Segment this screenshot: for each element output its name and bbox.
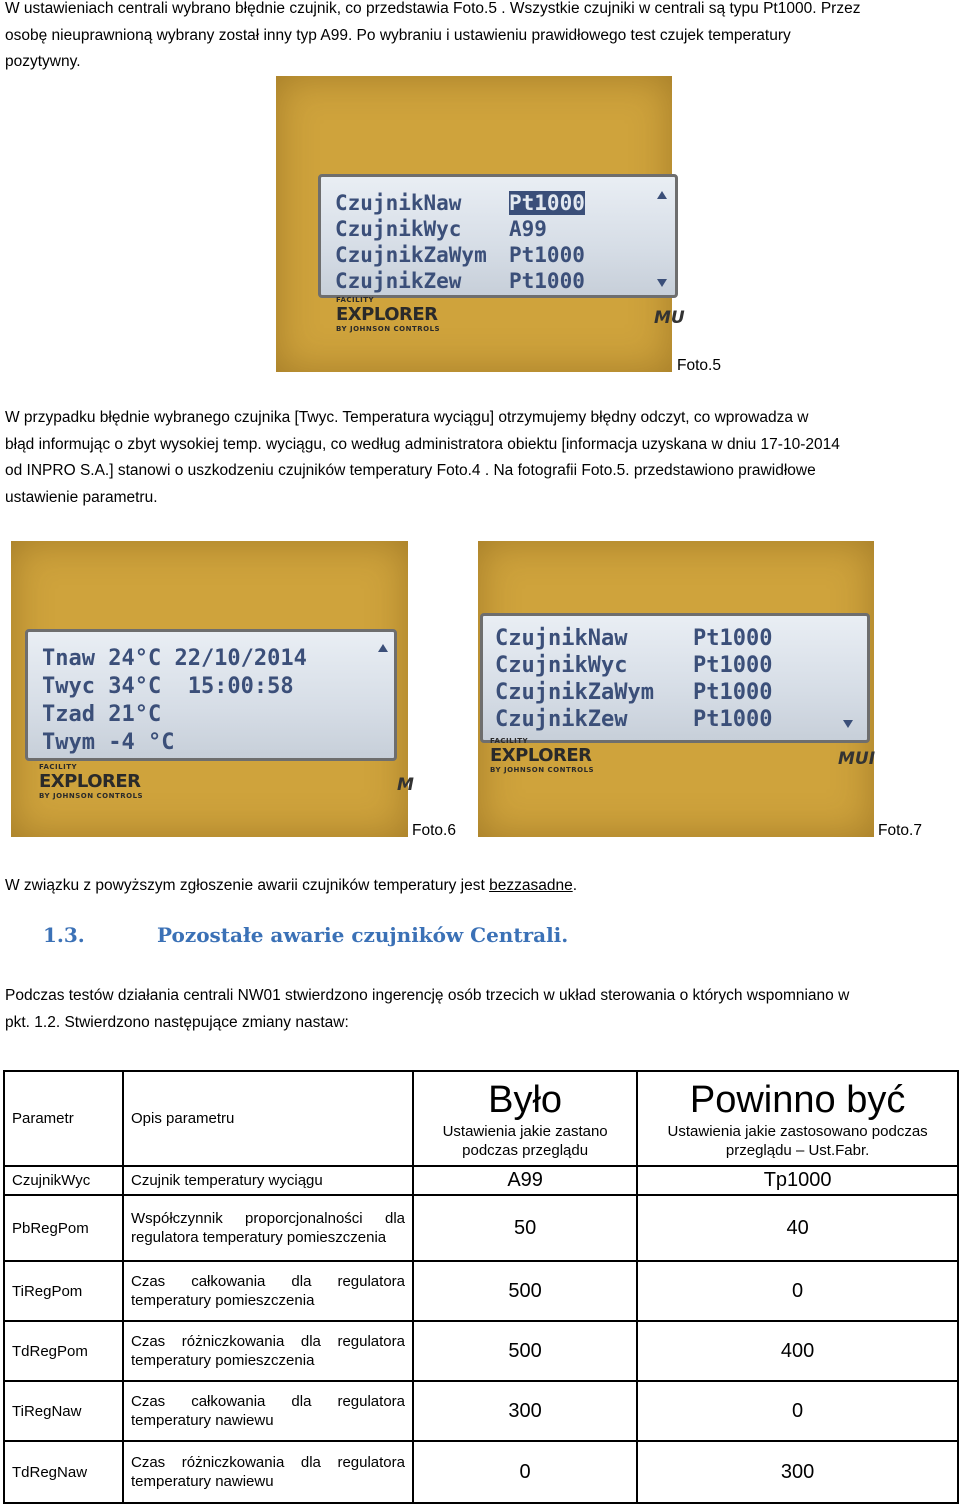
conclusion-end: .	[572, 877, 578, 894]
photo-5-caption: Foto.5	[677, 357, 721, 374]
intro-line-2: osobę nieuprawnioną wybrany został inny typ A99. Po wybraniu i ustawieniu prawidłowego test czujek temperatury	[5, 26, 791, 44]
cell-should: 0	[637, 1381, 958, 1441]
para2-line-4: ustawienie parametru.	[5, 488, 158, 506]
lcd-row: Pt1000	[693, 707, 773, 732]
lcd-row: CzujnikZew	[495, 707, 628, 732]
conclusion-text: W związku z powyższym zgłoszenie awarii czujników temperatury jest	[5, 877, 490, 894]
cell-desc: Czas różniczkowania dla regulatora temperatury pomieszczenia	[123, 1321, 413, 1381]
scroll-down-icon	[843, 720, 853, 728]
table-row	[4, 1381, 958, 1441]
header-should	[637, 1071, 958, 1166]
device-corner-label: MUI	[838, 749, 876, 769]
photo-6-lcd	[25, 629, 397, 761]
lcd-row: Pt1000	[509, 191, 585, 215]
table-header-row	[4, 1071, 958, 1166]
table-row	[4, 1195, 958, 1261]
section-number: 1.3.	[43, 923, 85, 947]
cell-param: PbRegPom	[4, 1195, 123, 1261]
facility-explorer-logo: FACILITY EXPLORER BY JOHNSON CONTROLS	[490, 737, 595, 774]
para2-line-2: błąd informując o zbyt wysokiej temp. wyciągu, co według administratora obiektu [informacja uzyskana w dniu 17-10-2014	[5, 435, 840, 453]
header-desc: Opis parametru	[123, 1071, 413, 1166]
cell-should: 300	[637, 1441, 958, 1503]
cell-was: 0	[413, 1441, 637, 1503]
lcd-row: CzujnikZaWym	[495, 680, 654, 705]
conclusion-paragraph	[5, 873, 955, 900]
scroll-up-icon	[378, 644, 388, 652]
cell-param: TiRegPom	[4, 1261, 123, 1321]
header-was	[413, 1071, 637, 1166]
lcd-row: Tnaw 24°C 22/10/2014	[42, 646, 307, 671]
cell-param: TiRegNaw	[4, 1381, 123, 1441]
lcd-row: Twyc 34°C 15:00:58	[42, 674, 294, 699]
paragraph-3	[5, 983, 955, 1036]
table-row	[4, 1441, 958, 1503]
cell-was: 500	[413, 1321, 637, 1381]
lcd-row: Tzad 21°C	[42, 702, 162, 727]
photo-7-lcd	[480, 613, 870, 743]
paragraph-2	[5, 405, 955, 511]
intro-line-1: W ustawieniach centrali wybrano błędnie czujnik, co przedstawia Foto.5 . Wszystkie czujniki w centrali są typu Pt1000. Przez	[5, 0, 861, 17]
section-title: Pozostałe awarie czujników Centrali.	[157, 923, 569, 947]
cell-desc: Czas całkowania dla regulatora temperatury nawiewu	[123, 1381, 413, 1441]
para2-line-1: W przypadku błędnie wybranego czujnika [Twyc. Temperatura wyciągu] otrzymujemy błędny odczyt, co wprowadza w	[5, 409, 809, 426]
cell-should: 0	[637, 1261, 958, 1321]
cell-was: 300	[413, 1381, 637, 1441]
header-should-sub: Ustawienia jakie zastosowano podczas przeglądu – Ust.Fabr.	[667, 1122, 928, 1159]
device-corner-label: MU	[654, 308, 685, 328]
cell-should: 400	[637, 1321, 958, 1381]
cell-should: 40	[637, 1195, 958, 1261]
photo-7	[478, 541, 874, 837]
cell-was: 50	[413, 1195, 637, 1261]
lcd-row: Pt1000	[509, 269, 585, 293]
header-should-title: Powinno być	[689, 1078, 906, 1121]
lcd-row: CzujnikNaw	[335, 191, 462, 215]
lcd-row: CzujnikWyc	[495, 653, 628, 678]
lcd-row: CzujnikZew	[335, 269, 462, 293]
scroll-down-icon	[657, 279, 667, 287]
cell-param: CzujnikWyc	[4, 1166, 123, 1195]
header-was-title: Było	[488, 1078, 563, 1121]
photo-6	[11, 541, 414, 837]
photo-6-caption: Foto.6	[412, 822, 456, 839]
cell-desc: Czas różniczkowania dla regulatora temperatury nawiewu	[123, 1441, 413, 1503]
cell-desc: Czas całkowania dla regulatora temperatury pomieszczenia	[123, 1261, 413, 1321]
lcd-row: CzujnikNaw	[495, 626, 628, 651]
conclusion-underlined: bezzasadne	[489, 877, 573, 894]
facility-explorer-logo: FACILITY EXPLORER BY JOHNSON CONTROLS	[336, 296, 441, 333]
cell-desc: Współczynnik proporcjonalności dla regulatora temperatury pomieszczenia	[123, 1195, 413, 1261]
lcd-row: CzujnikWyc	[335, 217, 462, 241]
para3-line-2: pkt. 1.2. Stwierdzono następujące zmiany nastaw:	[5, 1013, 349, 1031]
lcd-row: Pt1000	[693, 626, 773, 651]
photo-5-lcd	[318, 174, 678, 298]
photo-5	[276, 76, 685, 372]
header-param: Parametr	[4, 1071, 123, 1166]
lcd-row: Pt1000	[693, 653, 773, 678]
cell-was: A99	[413, 1166, 637, 1195]
cell-was: 500	[413, 1261, 637, 1321]
table-row	[4, 1321, 958, 1381]
para2-line-3: od INPRO S.A.] stanowi o uszkodzeniu czujników temperatury Foto.4 . Na fotografii Foto.5. przedstawiono prawidłowe	[5, 462, 816, 479]
device-corner-label: M	[397, 775, 414, 795]
parameters-table	[3, 1070, 959, 1504]
para3-line-1: Podczas testów działania centrali NW01 stwierdzono ingerencję osób trzecich w układ sterowania o których wspomniano w	[5, 987, 850, 1004]
cell-param: TdRegPom	[4, 1321, 123, 1381]
table-row	[4, 1166, 958, 1195]
table-row	[4, 1261, 958, 1321]
header-was-sub: Ustawienia jakie zastano podczas przeglądu	[442, 1122, 608, 1159]
lcd-row: CzujnikZaWym	[335, 243, 487, 267]
scroll-up-icon	[657, 191, 667, 199]
lcd-row: Pt1000	[509, 243, 585, 267]
lcd-row: Twym -4 °C	[42, 730, 175, 755]
facility-explorer-logo: FACILITY EXPLORER BY JOHNSON CONTROLS	[39, 763, 144, 800]
photo-7-caption: Foto.7	[878, 822, 922, 839]
cell-should: Tp1000	[637, 1166, 958, 1195]
lcd-row: Pt1000	[693, 680, 773, 705]
cell-desc: Czujnik temperatury wyciągu	[123, 1166, 413, 1195]
intro-line-3: pozytywny.	[5, 53, 81, 70]
cell-param: TdRegNaw	[4, 1441, 123, 1503]
section-heading	[43, 923, 568, 947]
lcd-row: A99	[509, 217, 547, 241]
intro-paragraph	[5, 0, 955, 76]
